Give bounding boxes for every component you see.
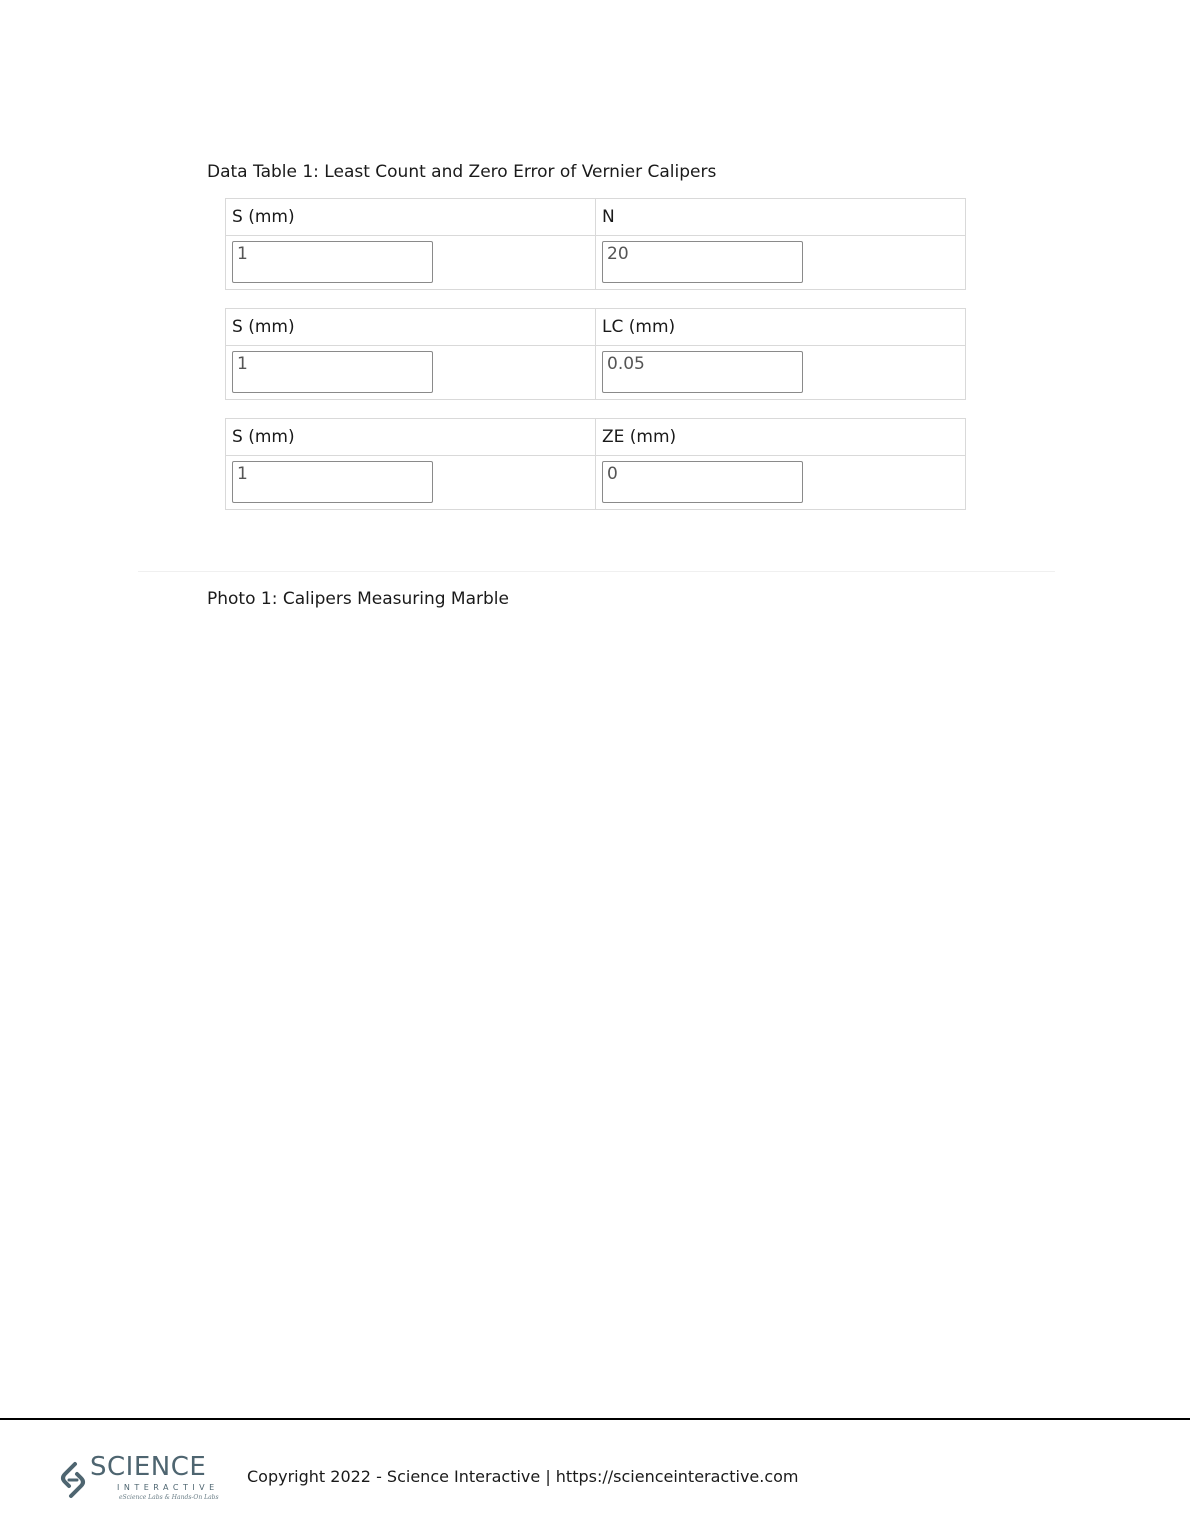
table-cell xyxy=(596,346,966,400)
header-cell-ze: ZE (mm) xyxy=(596,419,966,456)
header-cell-s: S (mm) xyxy=(226,309,596,346)
data-table-n xyxy=(225,198,966,290)
table-row xyxy=(226,456,966,510)
table-cell xyxy=(226,346,596,400)
logo-word: SCIENCE xyxy=(90,1452,207,1482)
table-header-row xyxy=(226,199,966,236)
s-input[interactable]: 1 xyxy=(232,351,433,393)
table-caption: Data Table 1: Least Count and Zero Error of Vernier Calipers xyxy=(207,162,717,182)
table-header-row xyxy=(226,419,966,456)
copyright-text: Copyright 2022 - Science Interactive | https://scienceinteractive.com xyxy=(247,1467,799,1486)
logo-tagline: eScience Labs & Hands-On Labs xyxy=(119,1494,219,1501)
header-cell-s: S (mm) xyxy=(226,419,596,456)
table-row xyxy=(226,346,966,400)
table-cell xyxy=(226,236,596,290)
table-row xyxy=(226,236,966,290)
table-cell xyxy=(226,456,596,510)
table-cell xyxy=(596,456,966,510)
table-header-row xyxy=(226,309,966,346)
s-input[interactable]: 1 xyxy=(232,241,433,283)
s-input[interactable]: 1 xyxy=(232,461,433,503)
chain-link-icon xyxy=(57,1460,89,1500)
data-table-ze xyxy=(225,418,966,510)
table-cell xyxy=(596,236,966,290)
n-input[interactable]: 20 xyxy=(602,241,803,283)
header-cell-s: S (mm) xyxy=(226,199,596,236)
footer-rule xyxy=(0,1418,1190,1420)
science-interactive-logo xyxy=(57,1452,219,1504)
header-cell-n: N xyxy=(596,199,966,236)
lc-input[interactable]: 0.05 xyxy=(602,351,803,393)
photo-caption: Photo 1: Calipers Measuring Marble xyxy=(207,589,509,609)
logo-subword: INTERACTIVE xyxy=(117,1483,219,1492)
data-table-lc xyxy=(225,308,966,400)
ze-input[interactable]: 0 xyxy=(602,461,803,503)
header-cell-lc: LC (mm) xyxy=(596,309,966,346)
section-divider xyxy=(138,571,1055,572)
